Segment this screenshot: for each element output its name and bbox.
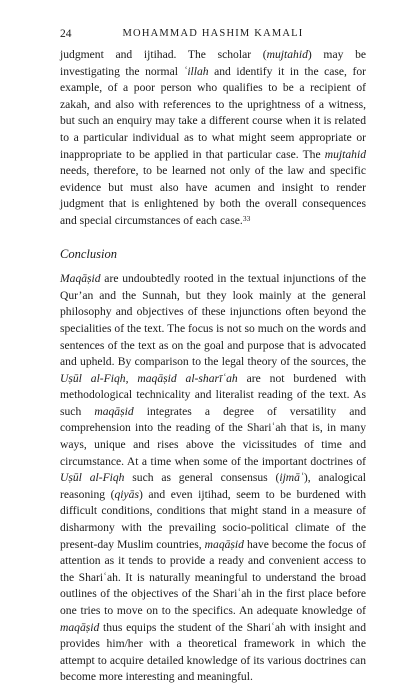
italic-term: qiyās (114, 487, 139, 501)
text-run: and identify it in the case, for example, of a poor person who qualifies to be a recipient of zakah, and also with references to the uprightness of a witness, but such an enquiry may take a different course when it is related to a particular individual as to what might seem appropriate or inappropriate to be applied in that particular case. The (60, 64, 366, 161)
italic-term: maqāṣid (204, 537, 244, 551)
text-run: have become the focus of attention as it tends to provide a ready and convenient access to the Shariʿah. It is naturally meaningful to understand the broad outlines of the objectives of the Shariʿah in the first place before one tries to move on to the specifics. An adequate knowledge of (60, 537, 366, 617)
page-number: 24 (60, 28, 72, 40)
paragraph-2 (60, 271, 366, 686)
text-run: integrates a degree of versatility and comprehension into the reading of the Shariʿah that is, in many ways, unique and rises above the vicissitudes of time and circumstance. At a time when some of the important doctrines of (60, 404, 366, 468)
text-run: are undoubtedly rooted in the textual injunctions of the Qur’an and the Sunnah, but they look mainly at the general philosophy and objectives of these injunctions often beyond the specialities of the text. The focus is not so much on the words and sentences of the text as on the goal and purpose that is advocated and upheld. By comparison to the legal theory of the sources, the (60, 272, 366, 369)
section-heading: Conclusion (60, 246, 117, 261)
text-run: ) and even ijtihad, seem to be burdened with difficult conditions, conditions that might stand in a measure of disharmony with the prevailing socio-political climate of the present-day Muslim countries, (60, 487, 366, 551)
text-run: such as general consensus ( (124, 471, 280, 485)
text-run: thus equips the student of the Shariʿah with insight and provides him/her with a theoretical framework in which the attempt to acquire detailed knowledge of its various doctrines can become more interesting and meaningful. (60, 620, 366, 684)
page-body (60, 47, 366, 686)
text-run: judgment and ijtihad. The scholar ( (60, 48, 267, 61)
italic-term: ʿillah (183, 64, 209, 78)
italic-term: maqāṣid (94, 404, 134, 418)
italic-term: Maqāṣid (60, 272, 101, 286)
text-run: are not burdened with methodological technicality and literalist reading of the text. As such (60, 371, 366, 418)
text-run: ), analogical reasoning ( (60, 471, 367, 501)
italic-term: Uṣūl al-Fiqh (60, 471, 125, 485)
footnote-marker[interactable]: 33 (242, 213, 251, 223)
running-head: MOHAMMAD HASHIM KAMALI (122, 28, 304, 39)
text-run: ) may be investigating the normal (60, 48, 367, 78)
italic-term: mujtahid (324, 147, 366, 161)
italic-term: maqāṣid (60, 620, 100, 634)
italic-term: Uṣūl al-Fiqh, maqāṣid al-sharīʿah (60, 371, 238, 385)
text-run: needs, therefore, to be learned not only of the law and specific evidence but must also have acumen and insight to render judgment that is enlightened by both the overall consequences and special circumstances of each case. (60, 164, 366, 227)
italic-term: ijmāʿ (279, 471, 304, 485)
paragraph-1 (60, 47, 366, 230)
italic-term: mujtahid (266, 48, 308, 61)
